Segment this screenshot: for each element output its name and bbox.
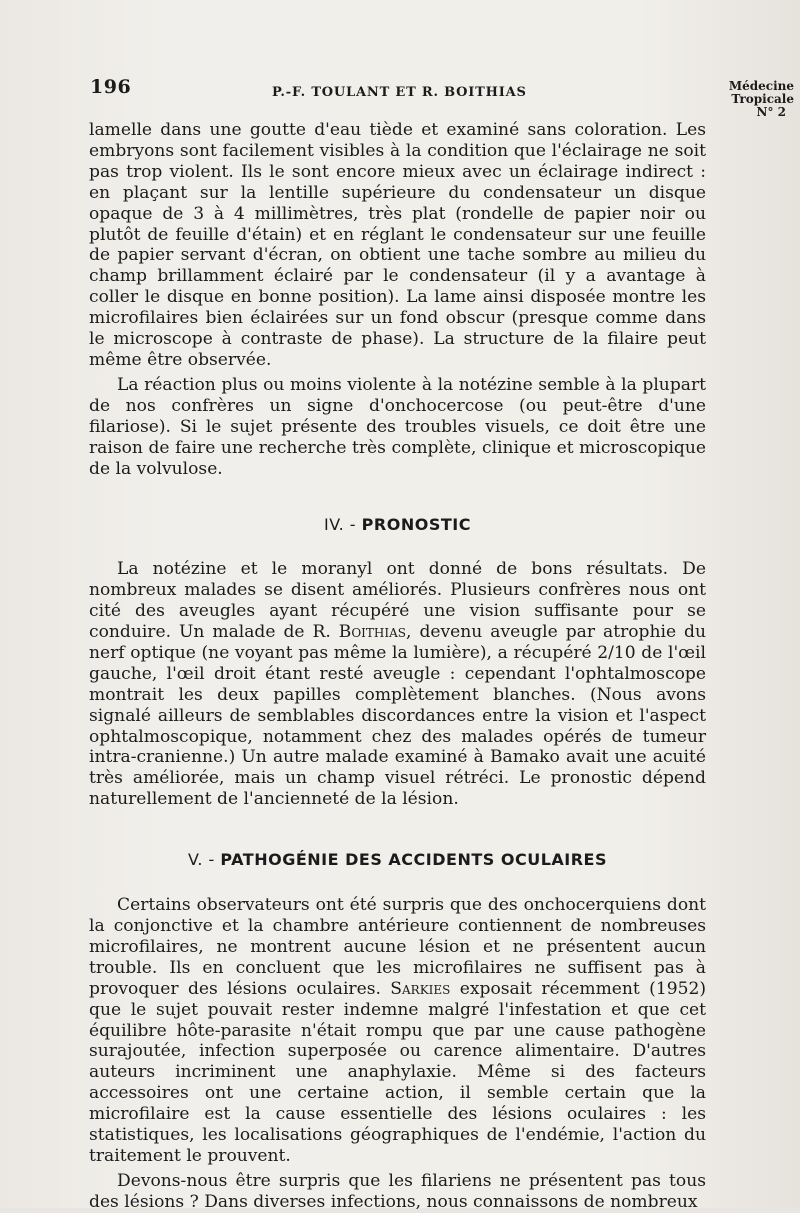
section-title: PRONOSTIC: [361, 515, 471, 535]
journal-tag: [729, 80, 794, 119]
paragraph: lamelle dans une goutte d'eau tiède et examiné sans coloration. Les embryons sont facilement visibles à la condition que l'éclairage ne soit pas trop violent. Ils le sont encore mieux avec un éclairage indirect : en plaçant sur la lentille supérieure du condensateur un disque opaque de 3 à 4 millimètres, très plat (rondelle de papier noir ou plutôt de feuille d'étain) et en réglant le condensateur sur une feuille de papier servant d'écran, on obtient une tache sombre au milieu du champ brillamment éclairé par le condensateur (il y a avantage à coller le disque en bonne position). La lame ainsi disposée montre les microfilaires bien éclairées sur un fond obscur (presque comme dans le microscope à contraste de phase). La structure de la filaire peut même être observée.: [89, 120, 706, 370]
paragraph-text: exposait récemment (1952) que le sujet pouvait rester indemne malgré l'infestation et que cet équilibre hôte-parasite n'était rompu que par une cause pathogène surajoutée, infection superposée ou carence alimentaire. D'autres auteurs incriminent une anaphylaxie. Même si des facteurs accessoires ont une certaine action, il semble certain que la microfilaire est la cause essentielle des lésions oculaires : les statistiques, les localisations géographiques de l'endémie, l'action du traitement le prouvent.: [89, 978, 707, 1166]
paragraph-text: Certains observateurs ont été surpris que des onchocerquiens dont la conjonctive et la chambre antérieure contiennent de nombreuses microfilaires, ne montrent aucune lésion et ne présentent aucun trouble. Ils en concluent que les microfilaires ne suffisent pas à provoquer des lésions oculaires.: [89, 895, 706, 999]
paragraph: [89, 895, 706, 1167]
section-heading-pathogenie: [89, 850, 706, 871]
paragraph: Devons-nous être surpris que les filariens ne présentent pas tous des lésions ? Dans diverses infections, nous connaissons de nombreux: [89, 1170, 706, 1212]
section-title: PATHOGÉNIE DES ACCIDENTS OCULAIRES: [220, 850, 607, 870]
journal-tag-line: Médecine: [728, 79, 794, 93]
author-name: Sarkies: [390, 978, 451, 999]
paragraph: La réaction plus ou moins violente à la notézine semble à la plupart de nos confrères un signe d'onchocercose (ou peut-être d'une filariose). Si le sujet présente des troubles visuels, ce doit être une raison de faire une recherche très complète, clinique et microscopique de la volvulose.: [89, 374, 706, 479]
section-number: V. -: [187, 850, 221, 870]
paragraph: [89, 559, 706, 810]
journal-tag-issue: N° 2: [756, 105, 786, 119]
section-number: IV. -: [324, 515, 362, 535]
running-head: P.-F. TOULANT ET R. BOITHIAS: [272, 85, 527, 100]
paragraph-text: La notézine et le moranyl ont donné de bons résultats. De nombreux malades se disent améliorés. Plusieurs confrères nous ont cité des aveugles ayant récupéré une vision suffisante pour se conduire. Un malade de R.: [89, 559, 706, 643]
body-text: [89, 120, 706, 1213]
paragraph-text: , devenu aveugle par atrophie du nerf optique (ne voyant pas même la lumière), a récupéré 2/10 de l'œil gauche, l'œil droit étant resté aveugle : cependant l'ophtalmoscope montrait les deux papilles complètement blanches. (Nous avons signalé ailleurs de semblables discordances entre la vision et l'aspect ophtalmoscopique, notamment chez des malades opérés de tumeur intra-cranienne.) Un autre malade examiné à Bamako avait une acuité très améliorée, mais un champ visuel rétréci. Le pronostic dépend naturellement de l'ancienneté de la lésion.: [89, 622, 706, 810]
journal-tag-line: Tropicale: [731, 92, 794, 106]
section-heading-pronostic: [89, 515, 706, 536]
page-number: 196: [90, 76, 132, 98]
author-name: Boithias: [338, 622, 407, 643]
